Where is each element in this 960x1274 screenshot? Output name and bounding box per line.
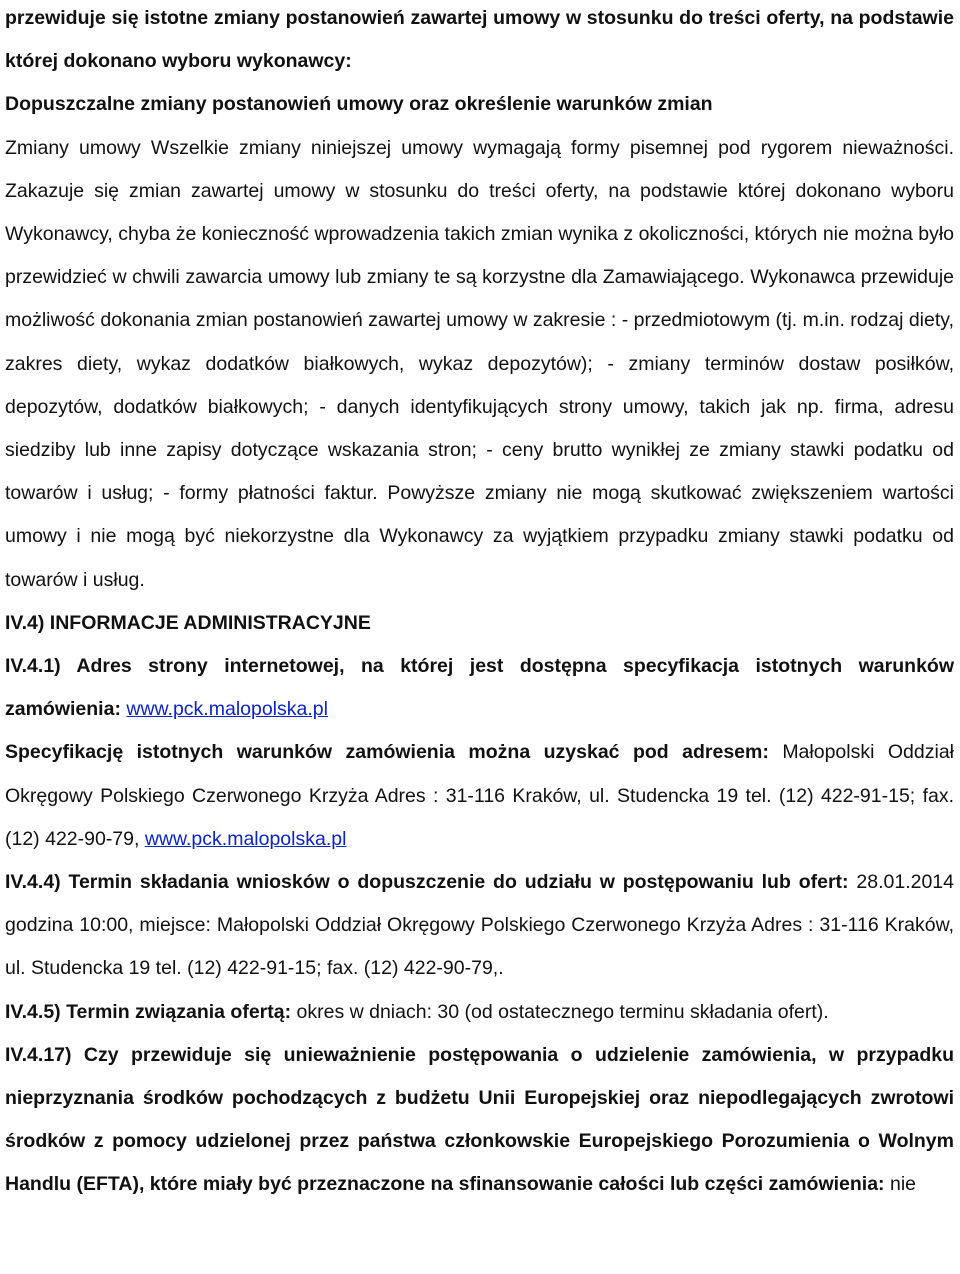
admin-heading-text: IV.4) INFORMACJE ADMINISTRACYJNE [5, 611, 371, 634]
changes-heading [5, 83, 954, 126]
section-4-4-1-label: IV.4.1) Adres strony internetowej, na której jest dostępna specyfikacja istotnych warunków zamówienia: [5, 655, 954, 721]
spec-address-text: Małopolski Oddział Okręgowy Polskiego Czerwonego Krzyża Adres : 31-116 Kraków, ul. Studencka 19 tel. (12) 422-91-15; fax. (12) 422-90-79, [5, 741, 954, 850]
section-4-4-4-text: 28.01.2014 godzina 10:00, miejsce: Małopolski Oddział Okręgowy Polskiego Czerwonego Krzyża Adres : 31-116 Kraków, ul. Studencka 19 tel. (12) 422-91-15; fax. (12) 422-90-79,. [5, 871, 954, 980]
section-4-4-5-text: okres w dniach: 30 (od ostatecznego terminu składania ofert). [296, 1000, 829, 1023]
section-4-4-1 [5, 645, 954, 731]
spec-address-link[interactable]: www.pck.malopolska.pl [144, 827, 347, 850]
section-4-4-17-text: nie [889, 1173, 916, 1196]
section-4-4-4-label: IV.4.4) Termin składania wniosków o dopuszczenie do udziału w postępowaniu lub ofert: [5, 871, 849, 894]
section-4-4-4 [5, 861, 954, 991]
section-4-4-17-label: IV.4.17) Czy przewiduje się unieważnienie postępowania o udzielenie zamówienia, w przypadku nieprzyznania środków pochodzących z budżetu Unii Europejskiej oraz niepodlegających zwrotowi środków z pomocy udzielonej przez państwa członkowskie Europejskiego Porozumienia o Wolnym Handlu (EFTA), które miały być przeznaczone na sfinansowanie całości lub części zamówienia: [5, 1043, 954, 1196]
changes-heading-text: Dopuszczalne zmiany postanowień umowy oraz określenie warunków zmian [5, 93, 713, 116]
section-4-4-5-label: IV.4.5) Termin związania ofertą: [5, 1000, 292, 1023]
spec-website-link[interactable]: www.pck.malopolska.pl [126, 698, 328, 721]
admin-heading [5, 602, 954, 645]
spec-address [5, 731, 954, 861]
section-4-4-5 [5, 991, 954, 1034]
section-4-4-17 [5, 1034, 954, 1207]
changes-body-text: Zmiany umowy Wszelkie zmiany niniejszej umowy wymagają formy pisemnej pod rygorem nieważności. Zakazuje się zmian zawartej umowy w stosunku do treści oferty, na podstawie której dokonano wyboru Wykonawcy, chyba że konieczność wprowadzenia takich zmian wynika z okoliczności, których nie można było przewidzieć w chwili zawarcia umowy lub zmiany te są korzystne dla Zamawiającego. Wykonawca przewiduje możliwość dokonania zmian postanowień zawartej umowy w zakresie : - przedmiotowym (tj. m.in. rodzaj diety, zakres diety, wykaz dodatków białkowych, wykaz depozytów); - zmiany terminów dostaw posiłków, depozytów, dodatków białkowych; - danych identyfikujących strony umowy, takich jak np. firma, adresu siedziby lub inne zapisy dotyczące wskazania stron; - ceny brutto wynikłej ze zmiany stawki podatku od towarów i usług; - formy płatności faktur. Powyższe zmiany nie mogą skutkować zwiększeniem wartości umowy i nie mogą być niekorzystne dla Wykonawcy za wyjątkiem przypadku zmiany stawki podatku od towarów i usług. [5, 136, 954, 591]
changes-body [5, 127, 954, 602]
intro-question-text: przewiduje się istotne zmiany postanowień zawartej umowy w stosunku do treści oferty, na podstawie której dokonano wyboru wykonawcy: [5, 7, 954, 73]
spec-address-label: Specyfikację istotnych warunków zamówienia można uzyskać pod adresem: [5, 741, 769, 764]
intro-question [5, 0, 954, 83]
